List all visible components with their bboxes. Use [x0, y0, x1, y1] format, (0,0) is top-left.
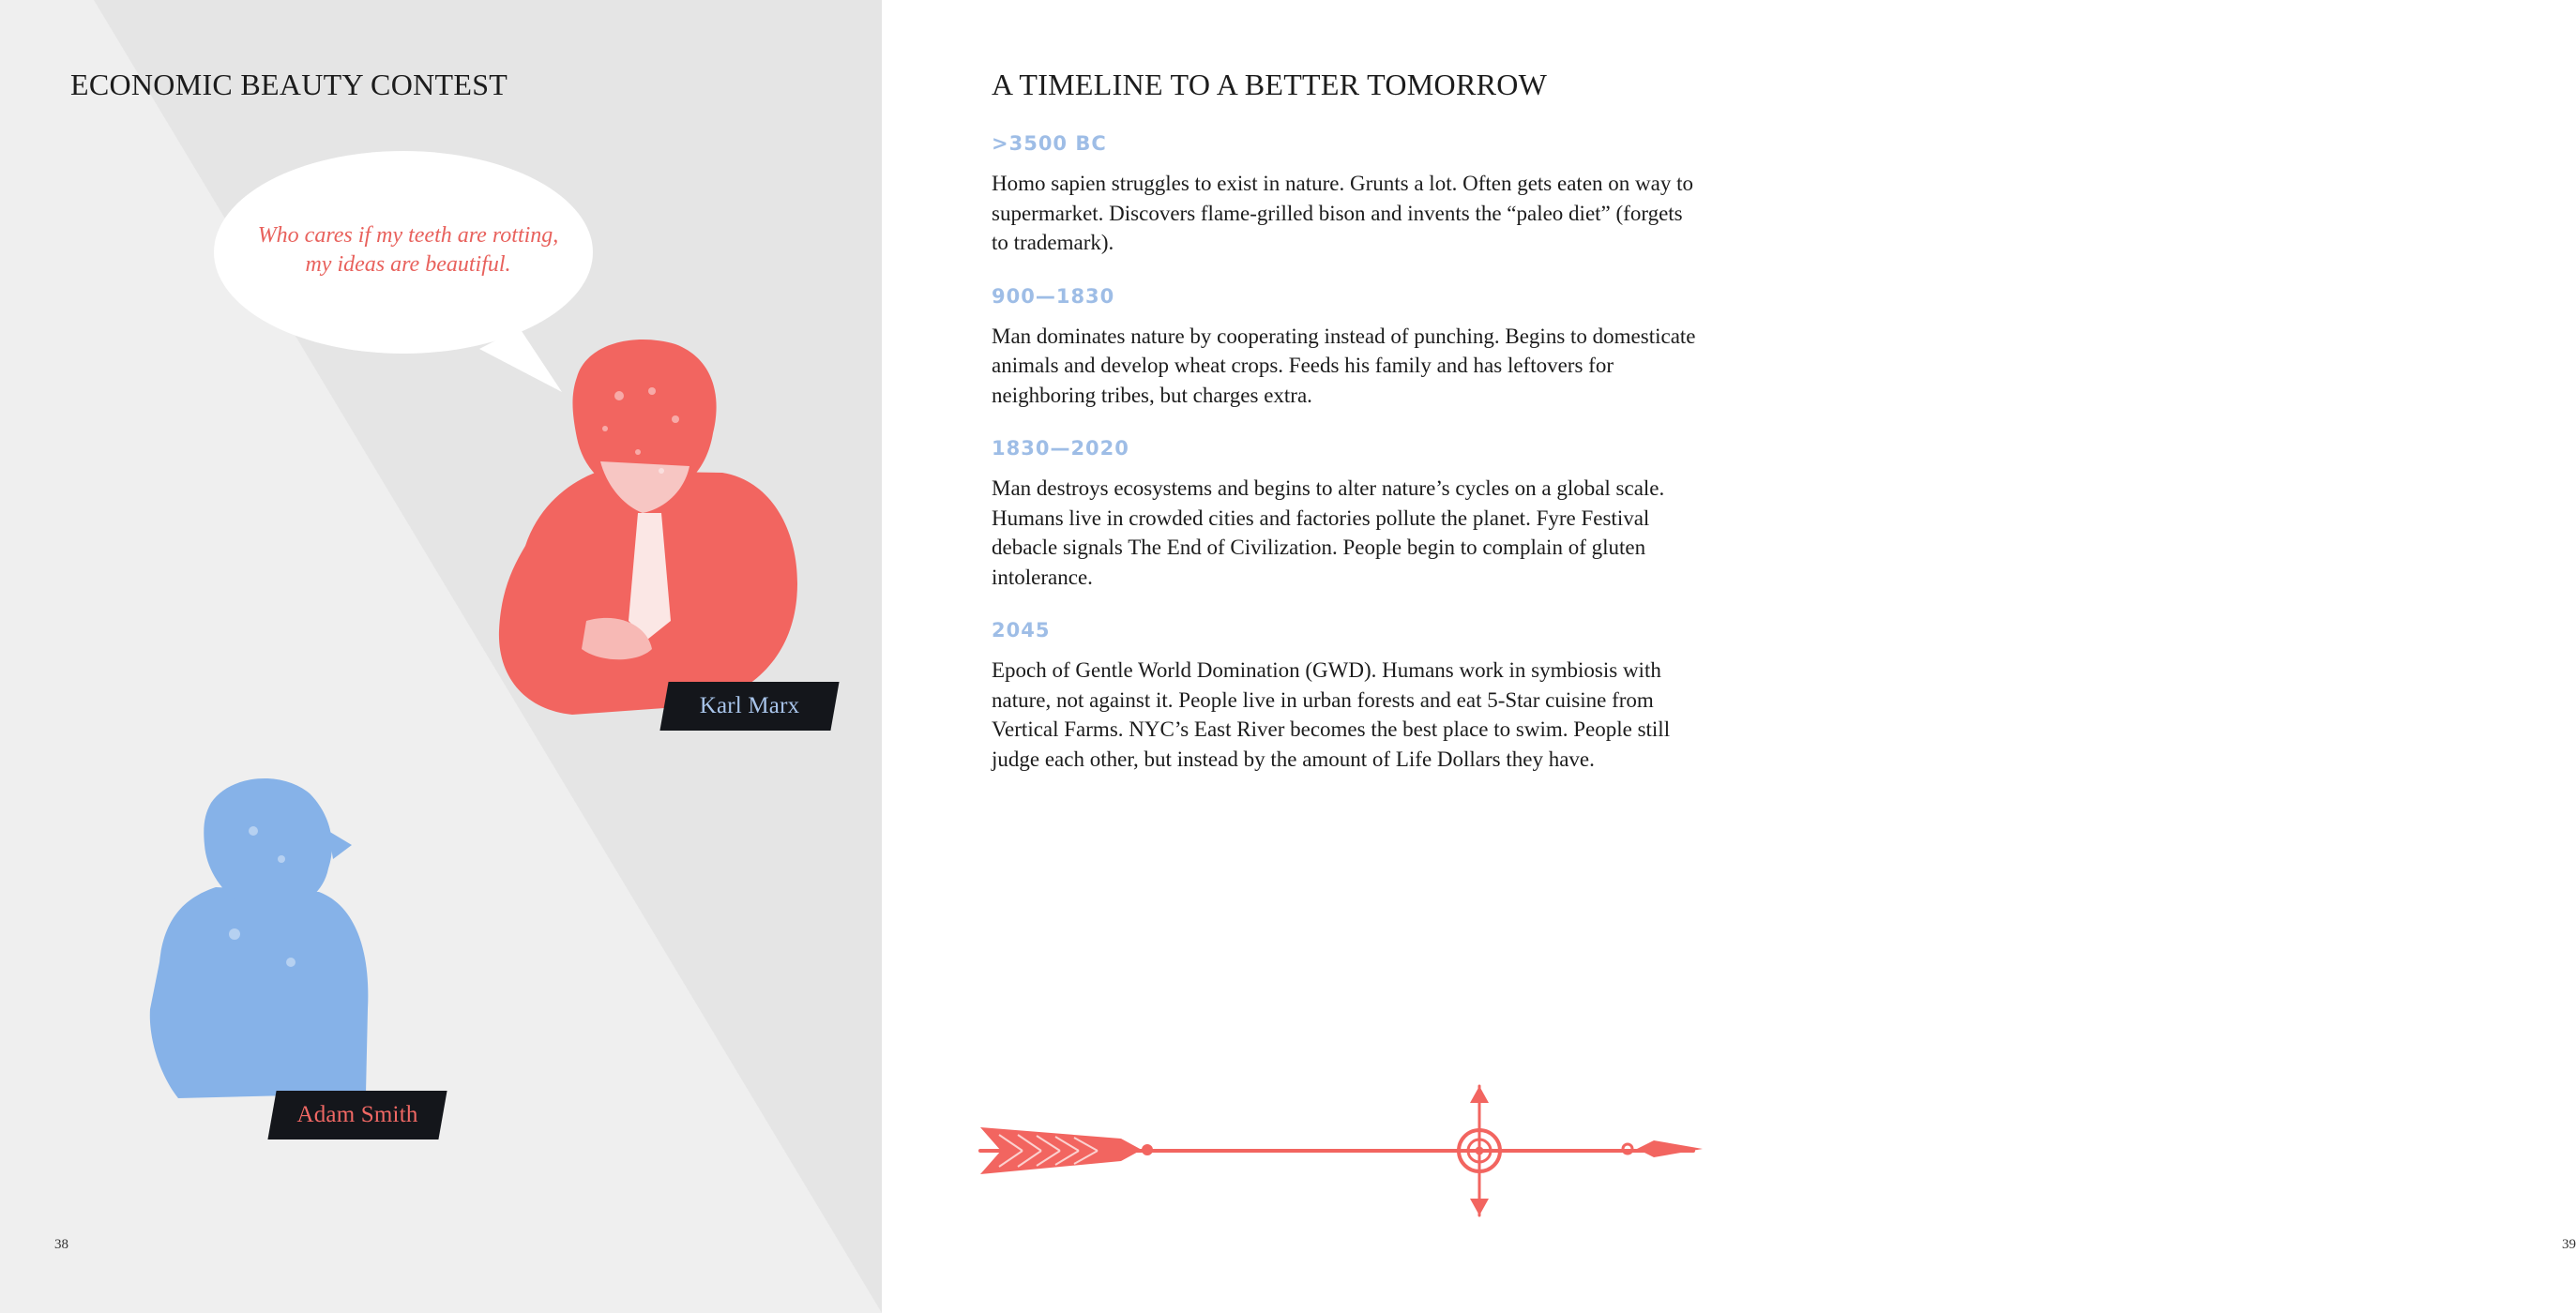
entry-text: Homo sapien struggles to exist in nature. Grunts a lot. Often gets eaten on way to supermarket. Discovers flame-grilled bison and invents the “paleo diet” (forgets to trademark). — [992, 172, 1693, 254]
left-page — [0, 0, 882, 1313]
entry-date: 1830—2020 — [992, 437, 1129, 460]
timeline-entry — [992, 131, 1705, 258]
page-title: ECONOMIC BEAUTY CONTEST — [70, 68, 508, 101]
adam-smith-nametag — [267, 1091, 447, 1139]
entry-date: 2045 — [992, 619, 1051, 641]
page-number-right: 39 — [2562, 1237, 2576, 1252]
timeline-entry — [992, 436, 1705, 592]
quote-line-2: my ideas are beautiful. — [305, 252, 511, 277]
page-number-left: 38 — [54, 1237, 68, 1252]
entry-date: 900—1830 — [992, 284, 1115, 308]
quote-line-1: Who cares if my teeth are rotting, — [257, 223, 559, 248]
timeline-entry — [992, 284, 1705, 411]
entry-text: Man dominates nature by cooperating instead of punching. Begins to domesticate animals and develop wheat crops. Feeds his family and has leftovers for neighboring tribes, but charges extra. — [992, 324, 1696, 407]
timeline-entry — [992, 618, 1705, 774]
entry-text: Epoch of Gentle World Domination (GWD). Humans work in symbiosis with nature, not against it. People live in urban forests and eat 5-Star cuisine from Vertical Farms. NYC’s East River becomes the best place to swim. People still judge each other, but instead by the amount of Life Dollars they have. — [992, 658, 1671, 771]
entry-date: >3500 BC — [992, 132, 1107, 155]
quote-text — [235, 221, 582, 279]
adam-smith-portrait — [141, 775, 385, 1105]
adam-smith-label: Adam Smith — [296, 1102, 418, 1127]
karl-marx-nametag — [659, 682, 839, 731]
karl-marx-label: Karl Marx — [699, 693, 800, 718]
entry-text: Man destroys ecosystems and begins to alter nature’s cycles on a global scale. Humans live in crowded cities and factories pollute the planet. Fyre Festival debacle signals The End of Civilization. People begin to complain of gluten intolerance. — [992, 476, 1665, 589]
timeline — [992, 131, 1705, 800]
weathervane-arrow-icon — [980, 1080, 1703, 1221]
timeline-heading: A TIMELINE TO A BETTER TOMORROW — [992, 68, 1548, 101]
karl-marx-portrait — [488, 340, 807, 724]
